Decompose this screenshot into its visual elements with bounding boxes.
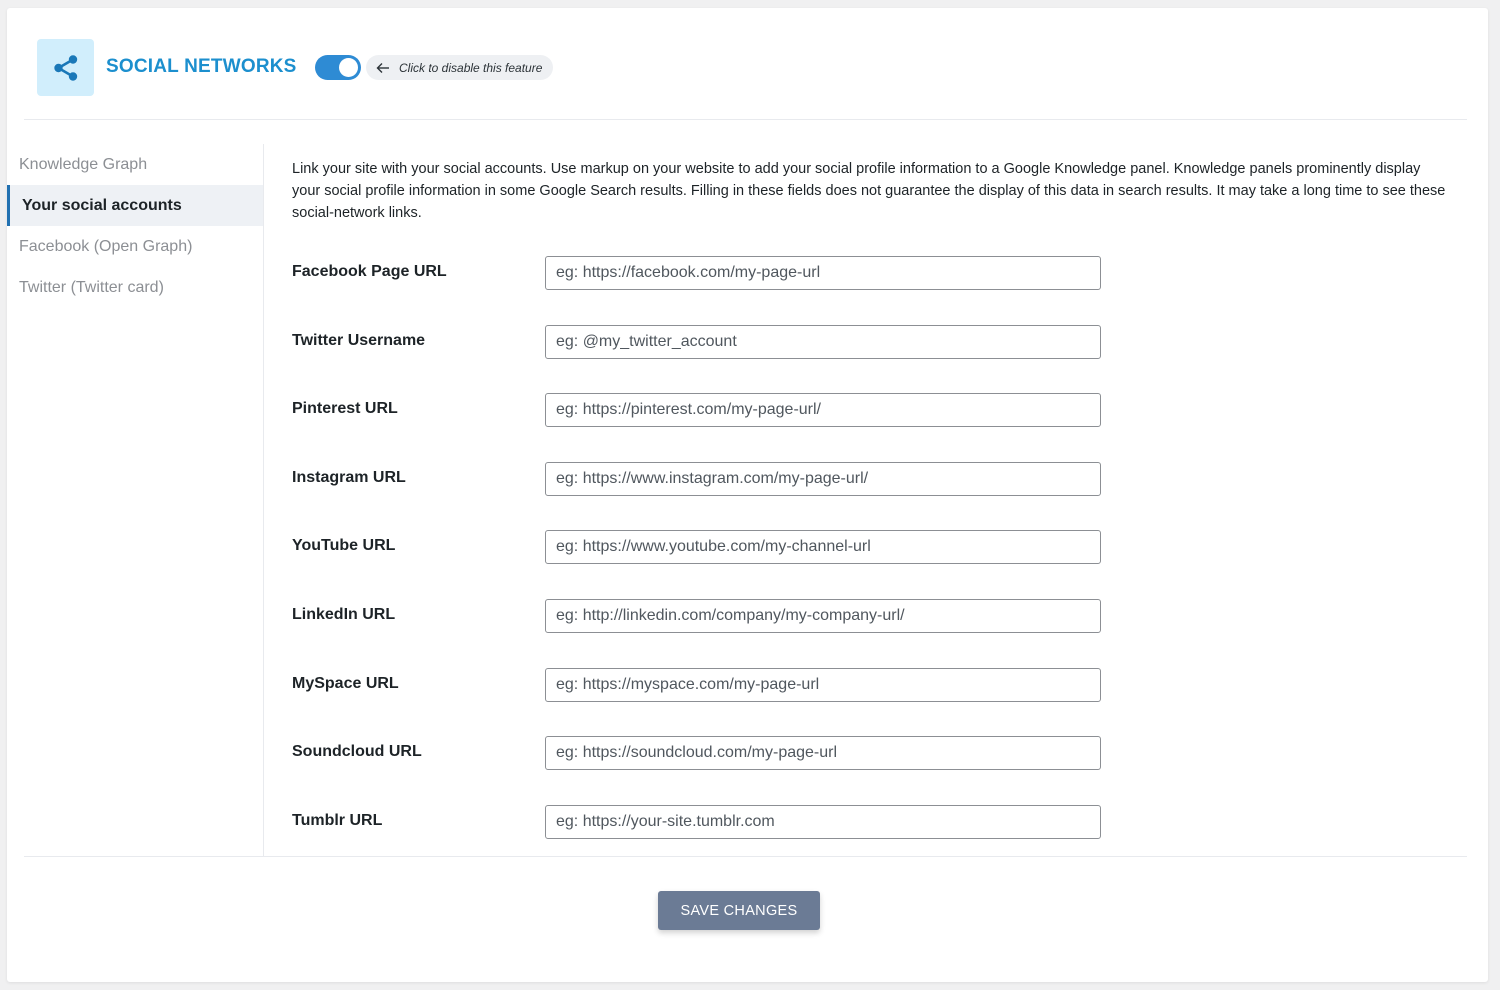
toggle-hint (366, 55, 553, 80)
instagram-url-input[interactable] (545, 462, 1101, 496)
field-label: YouTube URL (292, 537, 396, 554)
field-label: Soundcloud URL (292, 743, 422, 760)
form-row-twitter (292, 325, 1452, 360)
soundcloud-url-input[interactable] (545, 736, 1101, 770)
myspace-url-input[interactable] (545, 668, 1101, 702)
tumblr-url-input[interactable] (545, 805, 1101, 839)
page-title: SOCIAL NETWORKS (106, 56, 297, 77)
field-label: Tumblr URL (292, 812, 383, 829)
field-label: Instagram URL (292, 469, 406, 486)
sidebar-item-twitter-card[interactable] (7, 267, 263, 308)
share-icon (37, 39, 94, 96)
field-label: LinkedIn URL (292, 606, 396, 623)
settings-card (7, 8, 1488, 982)
sidebar-item-social-accounts[interactable] (7, 185, 263, 226)
field-label: MySpace URL (292, 675, 399, 692)
main-content (292, 158, 1452, 829)
linkedin-url-input[interactable] (545, 599, 1101, 633)
section-description: Link your site with your social accounts. Use markup on your website to add your social profile information to a Google Knowledge panel. Knowledge panels prominently display your social profile information in some Google Search results. Filling in these fields does not guarantee the display of this data in search results. It may take a long time to see these social-network links. (292, 161, 1446, 221)
sidebar-item-knowledge-graph[interactable] (7, 144, 263, 185)
sidebar-item-label: Your social accounts (22, 196, 182, 214)
form-row-youtube (292, 530, 1452, 565)
form-row-myspace (292, 668, 1452, 703)
toggle-knob (339, 58, 358, 77)
form-row-instagram (292, 462, 1452, 497)
section-header (7, 8, 1488, 120)
form-row-pinterest (292, 393, 1452, 428)
field-label: Pinterest URL (292, 400, 398, 417)
arrow-left-icon (376, 62, 390, 74)
youtube-url-input[interactable] (545, 530, 1101, 564)
sidebar-nav (7, 144, 264, 856)
sidebar-item-label: Facebook (Open Graph) (19, 237, 193, 255)
divider (24, 856, 1467, 857)
toggle-hint-text: Click to disable this feature (399, 60, 543, 75)
field-label: Facebook Page URL (292, 263, 447, 280)
form-row-facebook (292, 256, 1452, 291)
field-label: Twitter Username (292, 332, 426, 349)
divider (24, 119, 1467, 120)
pinterest-url-input[interactable] (545, 393, 1101, 427)
form-row-linkedin (292, 599, 1452, 634)
facebook-url-input[interactable] (545, 256, 1101, 290)
form-row-soundcloud (292, 736, 1452, 771)
twitter-username-input[interactable] (545, 325, 1101, 359)
sidebar-item-label: Knowledge Graph (19, 155, 148, 173)
save-changes-button[interactable]: SAVE CHANGES (658, 891, 820, 930)
form-row-tumblr (292, 805, 1452, 840)
sidebar-item-facebook-open-graph[interactable] (7, 226, 263, 267)
sidebar-item-label: Twitter (Twitter card) (19, 278, 164, 296)
feature-toggle[interactable] (315, 55, 361, 80)
